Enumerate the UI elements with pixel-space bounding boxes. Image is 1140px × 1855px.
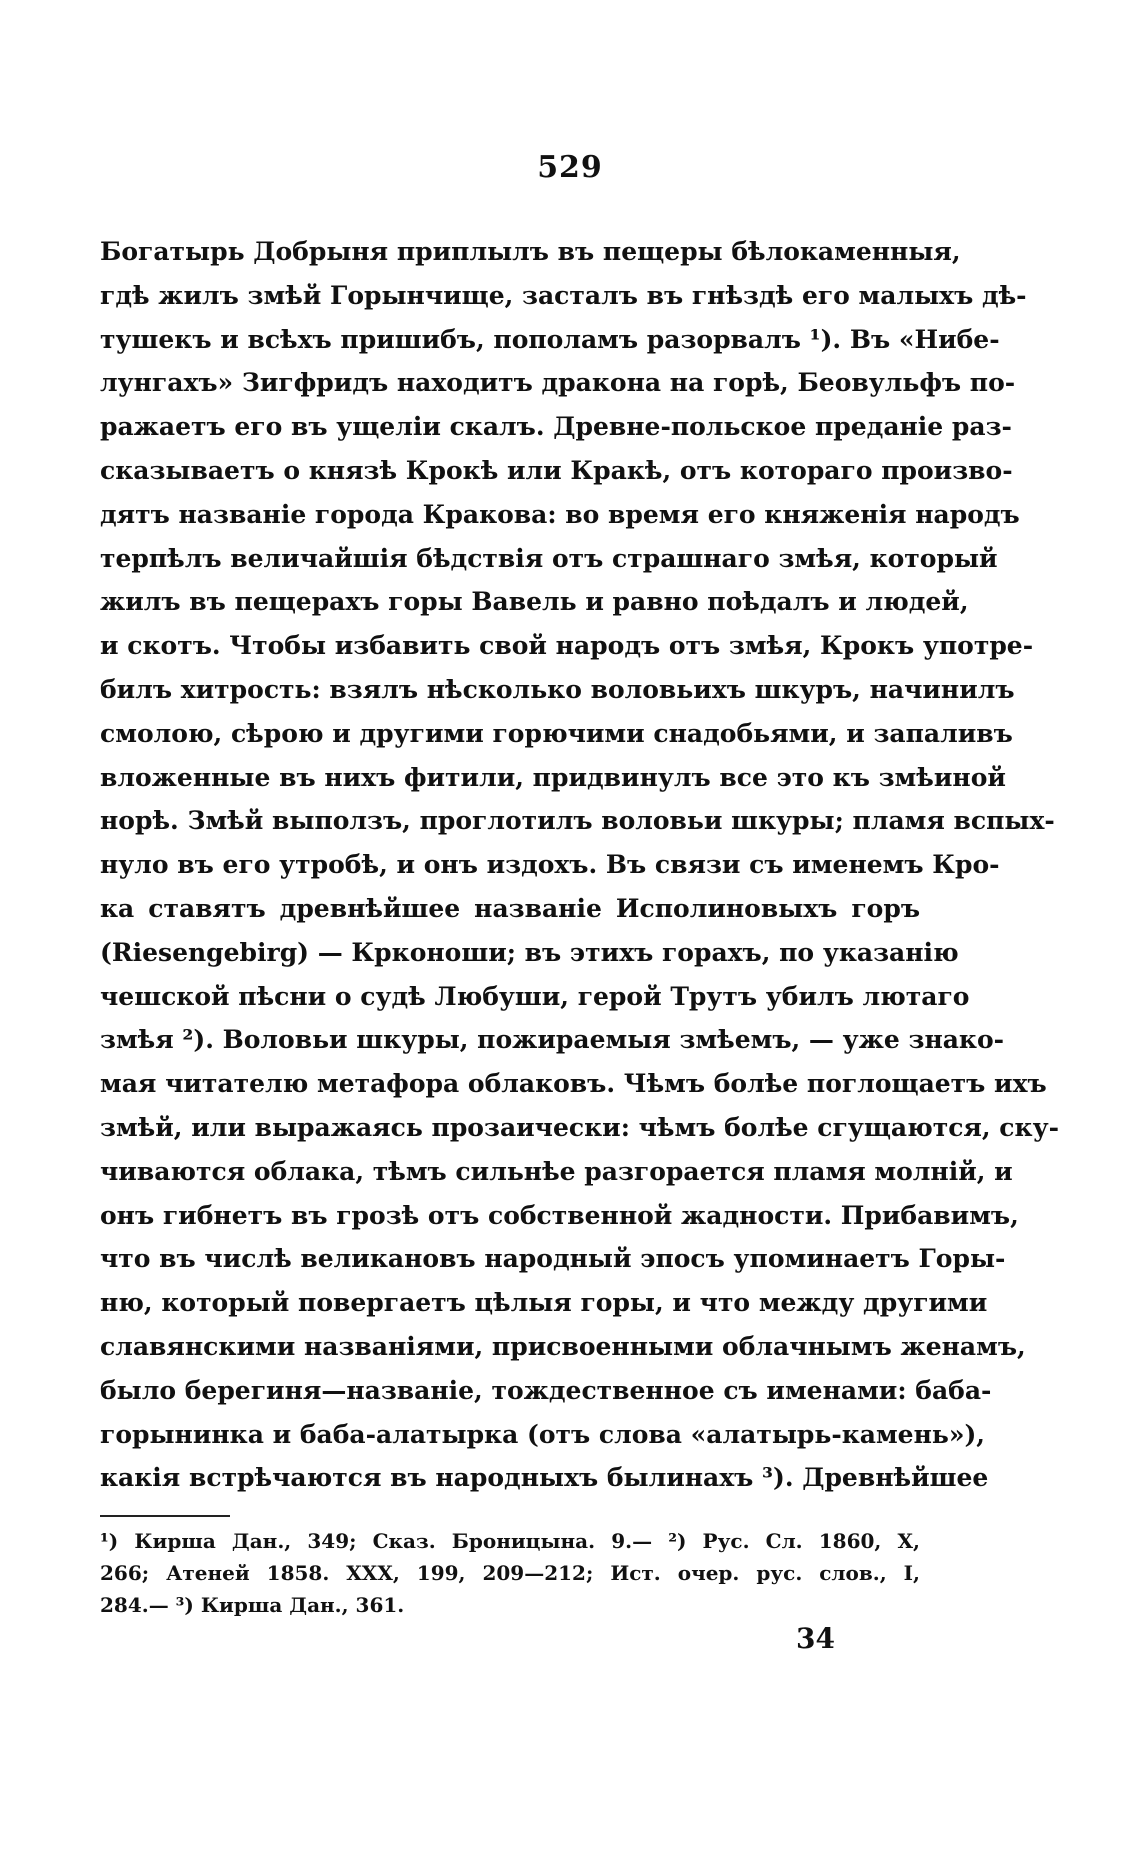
text-line: тушекъ и всѣхъ пришибъ, пополамъ разорвалъ ¹). Въ «Нибе- <box>100 324 1000 354</box>
text-line: змѣя ²). Воловьи шкуры, пожираемыя змѣемъ, — уже знако- <box>100 1025 1005 1055</box>
page-number: 529 <box>537 150 603 185</box>
text-line: славянскими названіями, присвоенными облачнымъ женамъ, <box>100 1331 1026 1361</box>
footnotes <box>100 1525 920 1621</box>
text-line: норѣ. Змѣй выползъ, проглотилъ воловьи шкуры; пламя вспых- <box>100 806 1055 836</box>
text-line: лунгахъ» Зигфридъ находитъ дракона на горѣ, Беовульфъ по- <box>100 368 1016 398</box>
text-line: было берегиня—названіе, тождественное съ именами: баба- <box>100 1375 992 1405</box>
signature-mark: 34 <box>796 1622 835 1655</box>
text-line: терпѣлъ величайшія бѣдствія отъ страшнаго змѣя, который <box>100 543 998 573</box>
text-line: вложенные въ нихъ фитили, придвинулъ все это къ змѣиной <box>100 762 1006 792</box>
text-line: змѣй, или выражаясь прозаически: чѣмъ болѣе сгущаются, ску- <box>100 1112 1059 1142</box>
text-line: онъ гибнетъ въ грозѣ отъ собственной жадности. Прибавимъ, <box>100 1200 1019 1230</box>
text-line: ню, который повергаетъ цѣлыя горы, и что между другими <box>100 1288 988 1318</box>
footnote-line: ¹) Кирша Дан., 349; Сказ. Броницына. 9.— ²) Рус. Сл. 1860, X, <box>100 1529 920 1553</box>
text-line: (Riesengebirg) — Крконоши; въ этихъ горахъ, по указанію <box>100 937 959 967</box>
text-line: сказываетъ о князѣ Крокѣ или Кракѣ, отъ котораго произво- <box>100 455 1013 485</box>
text-line: чешской пѣсни о судѣ Любуши, герой Трутъ убилъ лютаго <box>100 981 970 1011</box>
footnote-line: 284.— ³) Кирша Дан., 361. <box>100 1593 405 1617</box>
text-line: дятъ названіе города Кракова: во время его княженія народъ <box>100 499 1020 529</box>
footnote-line: 266; Атеней 1858. XXX, 199, 209—212; Ист. очер. рус. слов., I, <box>100 1561 920 1585</box>
text-line: нуло въ его утробѣ, и онъ издохъ. Въ связи съ именемъ Кро- <box>100 850 1000 880</box>
text-line: ка ставятъ древнѣйшее названіе Исполиновыхъ горъ <box>100 893 920 923</box>
text-line: гдѣ жилъ змѣй Горынчище, засталъ въ гнѣздѣ его малыхъ дѣ- <box>100 280 1027 310</box>
text-line: мая читателю метафора облаковъ. Чѣмъ болѣе поглощаетъ ихъ <box>100 1069 1047 1099</box>
text-line: горынинка и баба-алатырка (отъ слова «алатырь-камень»), <box>100 1419 986 1449</box>
text-line: ражаетъ его въ ущеліи скалъ. Древне-польское преданіе раз- <box>100 412 1012 442</box>
footnote-divider <box>100 1515 230 1517</box>
text-line: и скотъ. Чтобы избавить свой народъ отъ змѣя, Крокъ употре- <box>100 631 1034 661</box>
text-line: чиваются облака, тѣмъ сильнѣе разгорается пламя молній, и <box>100 1156 1013 1186</box>
text-line: смолою, сѣрою и другими горючими снадобьями, и запаливъ <box>100 718 1013 748</box>
text-line: какія встрѣчаются въ народныхъ былинахъ ³). Древнѣйшее <box>100 1463 989 1493</box>
text-line: жилъ въ пещерахъ горы Вавель и равно поѣдалъ и людей, <box>100 587 969 617</box>
text-line: билъ хитрость: взялъ нѣсколько воловьихъ шкуръ, начинилъ <box>100 674 1015 704</box>
text-line: Богатырь Добрыня приплылъ въ пещеры бѣлокаменныя, <box>100 237 961 266</box>
text-line: что въ числѣ великановъ народный эпосъ упоминаетъ Горы- <box>100 1244 1006 1274</box>
body-text <box>100 230 1059 1500</box>
